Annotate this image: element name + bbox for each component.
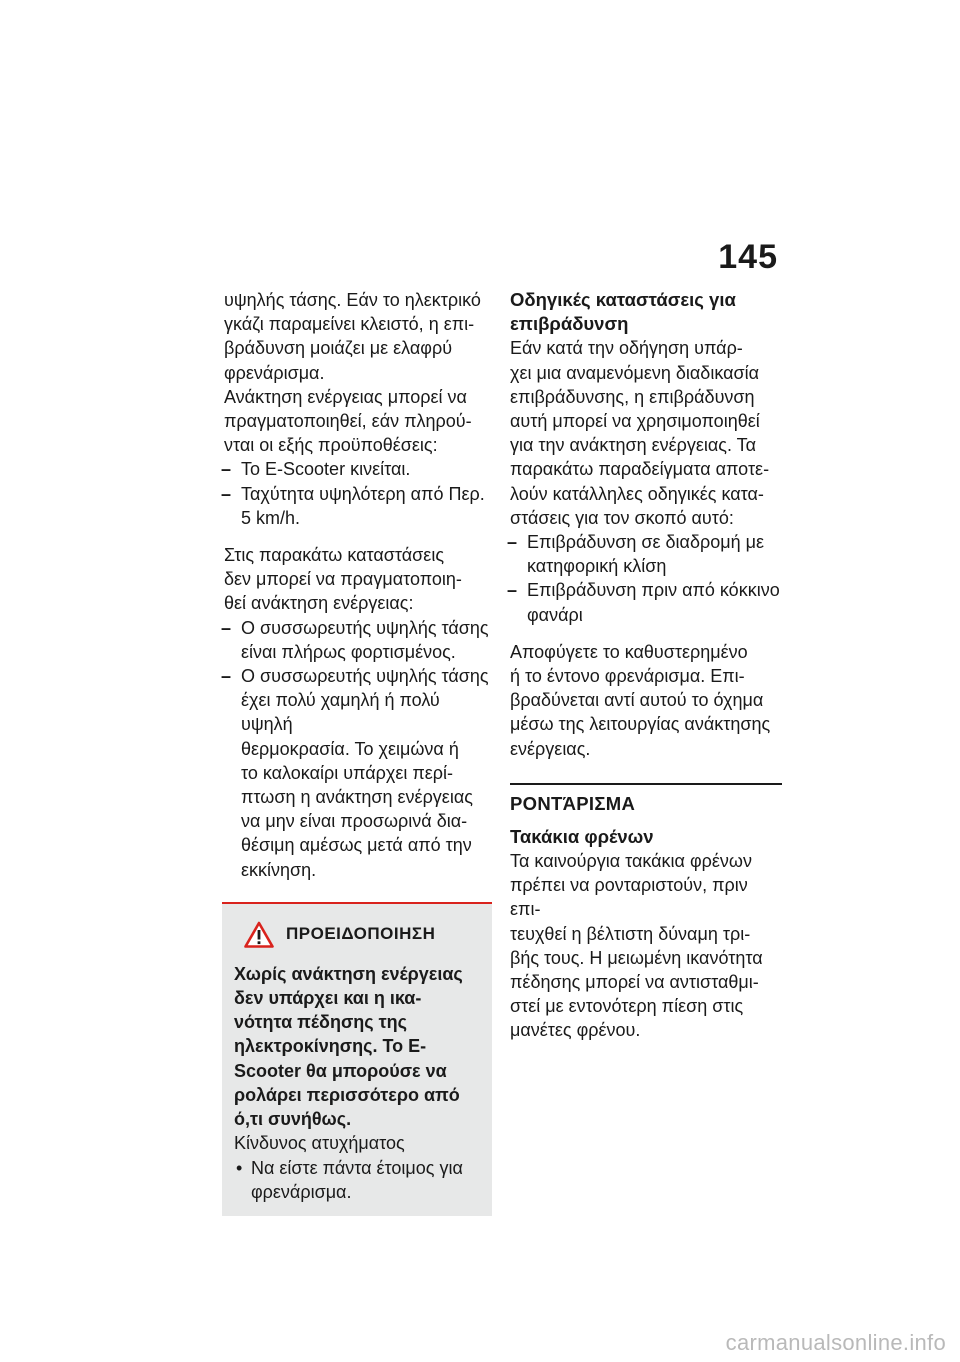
- subheading: Οδηγικές καταστάσεις για επιβράδυνση: [510, 289, 736, 335]
- page-number: 145: [718, 238, 778, 276]
- warning-measures: [234, 1156, 482, 1204]
- paragraph: υψηλής τάσης. Εάν το ηλεκτρικό γκάζι παραμείνει κλειστό, η επι- βράδυνση μοιάζει με ελαφρύ φρενάρισμα.: [224, 290, 481, 383]
- list-item: – Ο συσσωρευτής υψηλής τάσης είναι πλήρως φορτισμένος.: [224, 616, 496, 664]
- warning-box: [222, 902, 492, 1216]
- list-item: – Επιβράδυνση πριν από κόκκινο φανάρι: [510, 578, 782, 626]
- watermark: carmanualsonline.info: [725, 1330, 946, 1355]
- subheading: Τακάκια φρένων: [510, 825, 654, 847]
- left-column: [224, 288, 496, 1216]
- warning-title: ΠΡΟΕΙΔΟΠΟΙΗΣΗ: [286, 924, 436, 944]
- list-item: – Το E-Scooter κινείται.: [224, 457, 496, 481]
- paragraph: Τα καινούργια τακάκια φρένων πρέπει να ρονταριστούν, πριν επι- τευχθεί η βέλτιστη δύναμη τρι- βής τους. Η μειωμένη ικανότητα πέδησης μπορεί να αντισταθμι- στεί με εντονότερη πίεση στις μανέτες φρένου.: [510, 851, 763, 1041]
- warning-triangle-icon: [244, 921, 274, 948]
- conditions-list: [224, 457, 496, 530]
- section-title: ΡΟΝΤΆΡΙΣΜΑ: [510, 792, 636, 814]
- list-item: – Ταχύτητα υψηλότερη από Περ. 5 km/h.: [224, 482, 496, 530]
- situations-list: [510, 530, 782, 627]
- paragraph: Αποφύγετε το καθυστερημένο ή το έντονο φρενάρισμα. Επι- βραδύνεται αντί αυτού το όχημα μέσω της λειτουργίας ανάκτησης ενέργειας.: [510, 641, 771, 759]
- warning-text: Χωρίς ανάκτηση ενέργειας δεν υπάρχει και η ικα- νότητα πέδησης της ηλεκτροκίνησης. Το E- Scooter θα μπορούσε να ρολάρει περισσότερο από ό,τι συνήθως.: [234, 963, 463, 1130]
- list-item: – Ο συσσωρευτής υψηλής τάσης έχει πολύ χαμηλή ή πολύ υψηλή θερμοκρασία. Το χειμώνα ή το καλοκαίρι υπάρχει περί- πτωση η ανάκτηση ενέργειας να μην είναι προσωρινά δια- θέσιμη αμέσως μετά από την εκκίνηση.: [224, 664, 496, 882]
- paragraph: Εάν κατά την οδήγηση υπάρ- χει μια αναμενόμενη διαδικασία επιβράδυνσης, η επιβράδυνση αυτή μπορεί να χρησιμοποιηθεί για την ανάκτηση ενέργειας. Τα παρακάτω παραδείγματα αποτε- λούν κατάλληλες οδηγικές κατα- στάσεις για τον σκοπό αυτό:: [510, 338, 770, 528]
- list-item: – Επιβράδυνση σε διαδρομή με κατηφορική κλίση: [510, 530, 782, 578]
- warning-risk: Κίνδυνος ατυχήματος: [234, 1133, 405, 1154]
- right-column: [510, 288, 782, 1043]
- list-item: • Να είστε πάντα έτοιμος για φρενάρισμα.: [234, 1156, 482, 1204]
- paragraph: Ανάκτηση ενέργειας μπορεί να πραγματοποιηθεί, εάν πληρού- νται οι εξής προϋποθέσεις:: [224, 386, 472, 456]
- paragraph: Στις παρακάτω καταστάσεις δεν μπορεί να πραγματοποιη- θεί ανάκτηση ενέργειας:: [224, 545, 462, 614]
- warning-header: [244, 921, 482, 948]
- section-divider: [510, 783, 782, 785]
- exceptions-list: [224, 616, 496, 882]
